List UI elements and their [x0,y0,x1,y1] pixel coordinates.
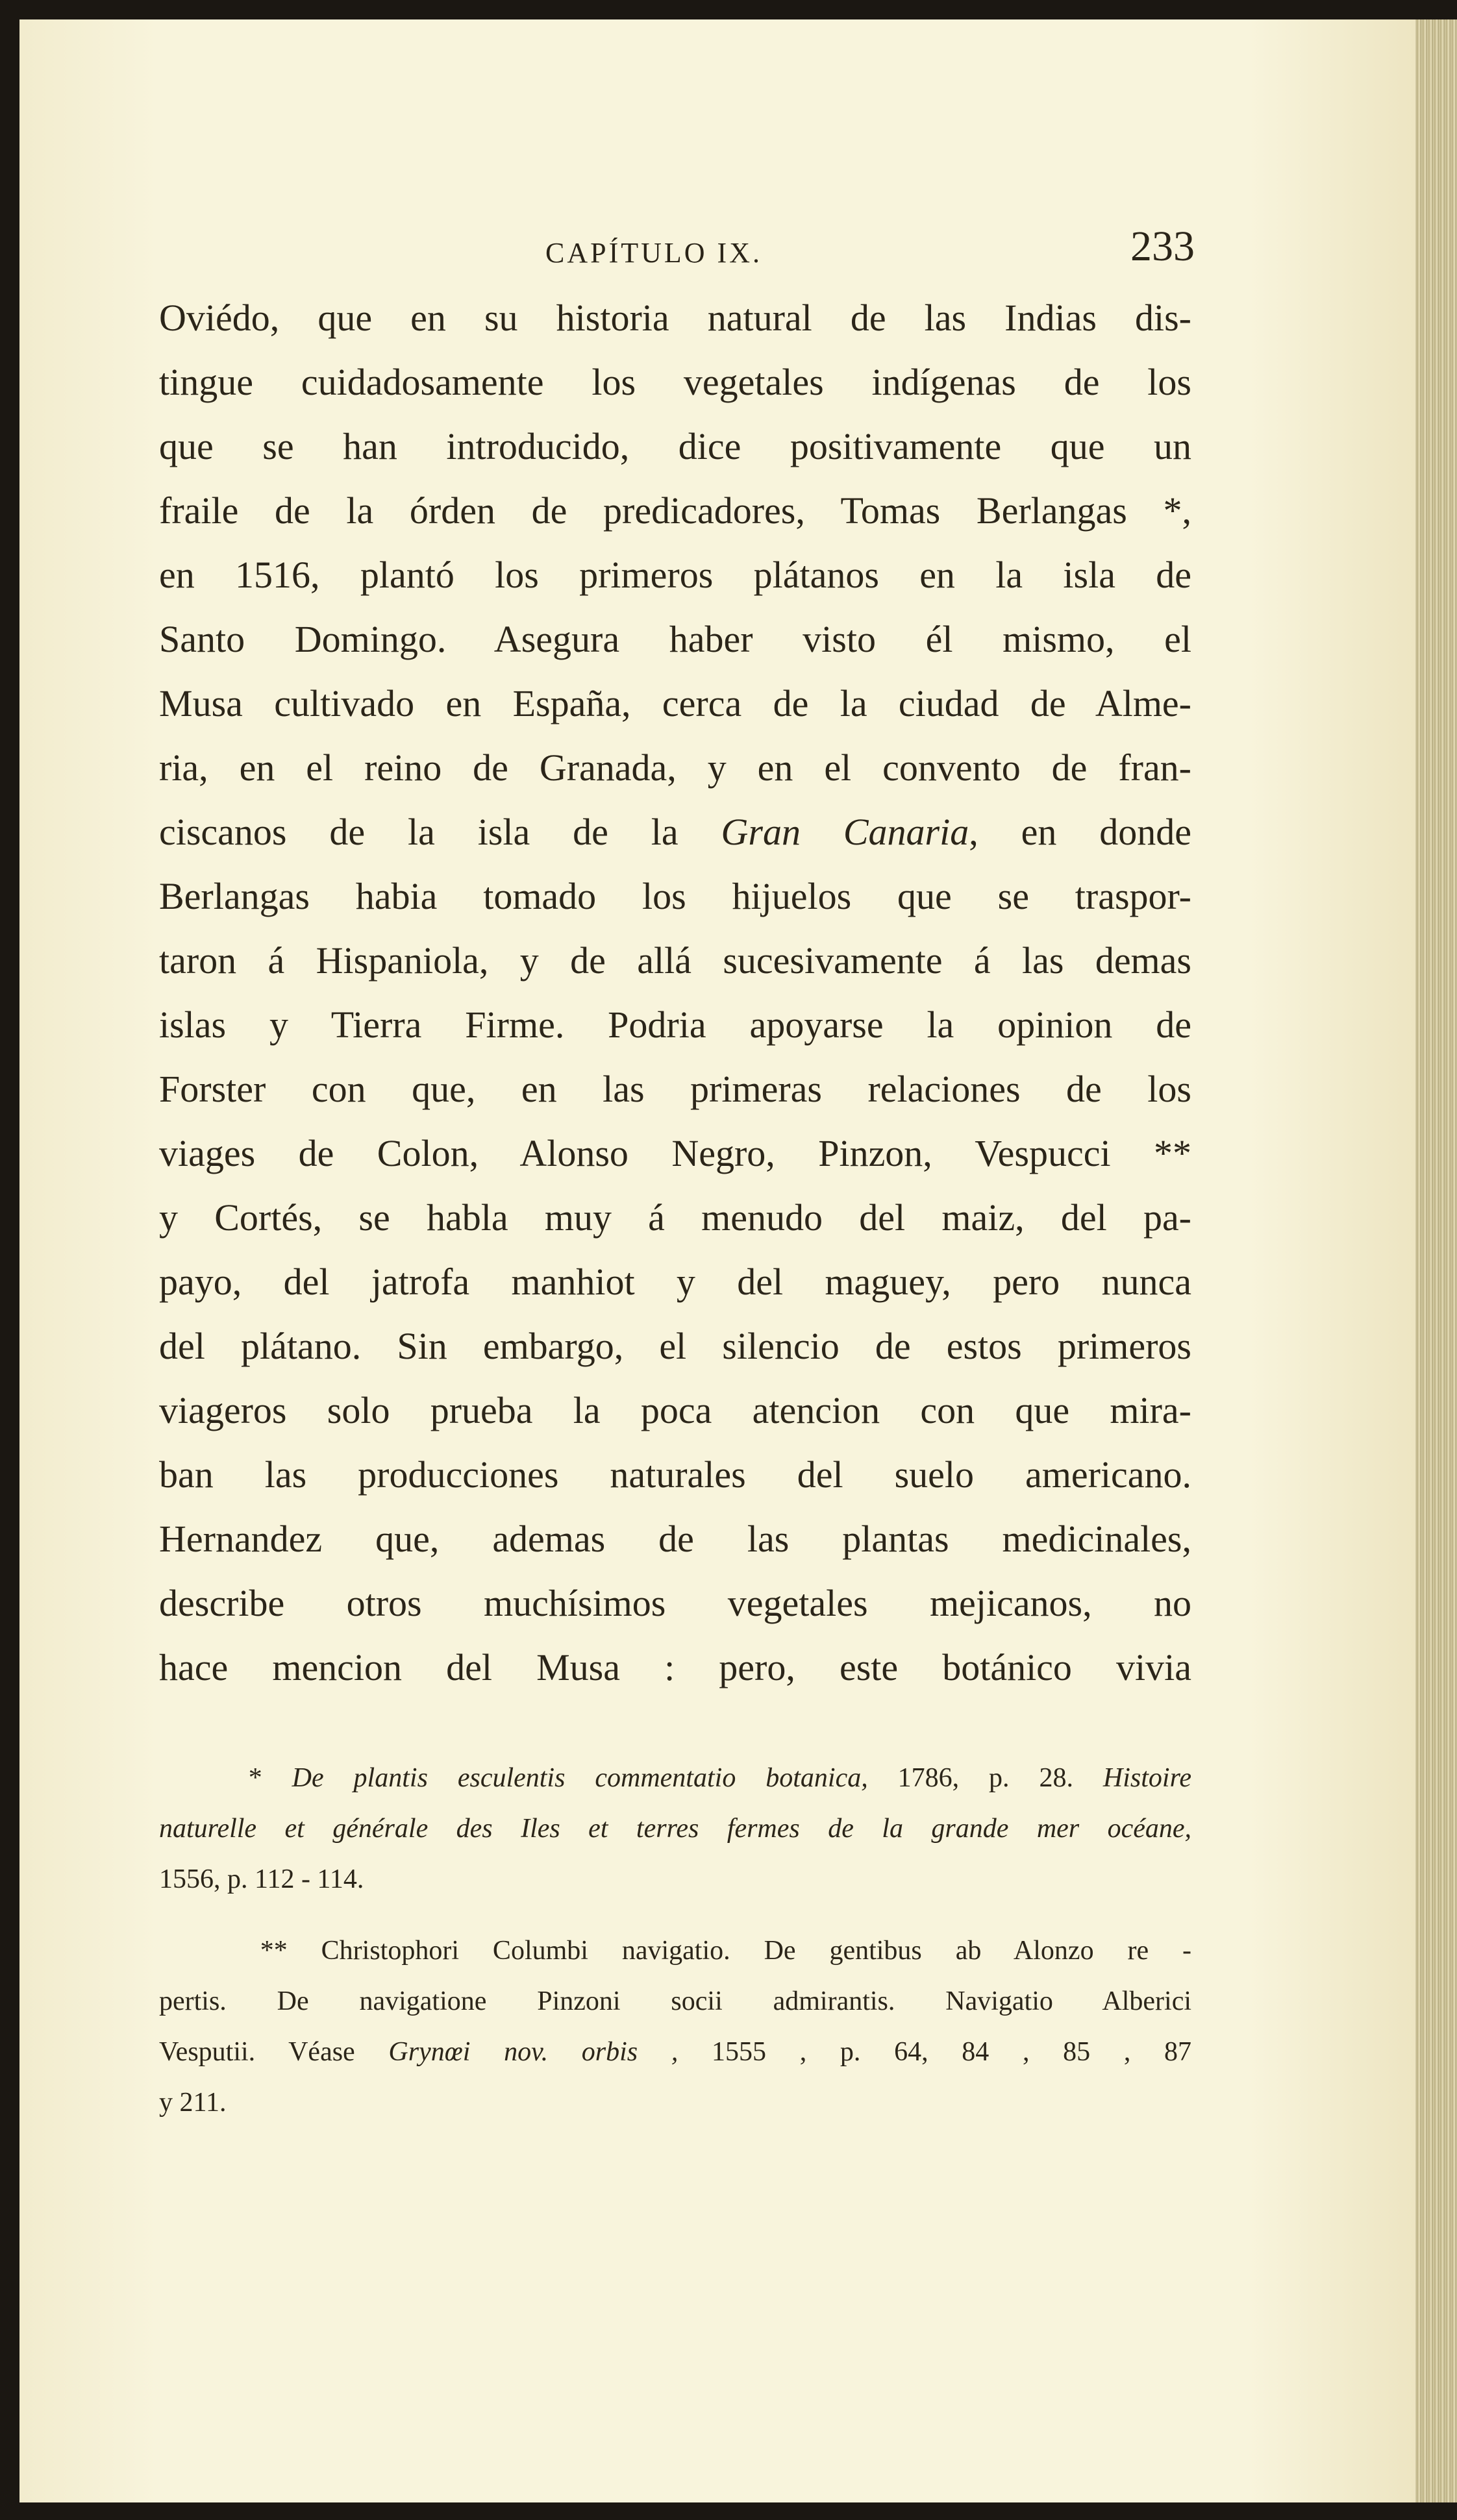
body-text [159,286,1191,1699]
body-line: y Cortés, se habla muy á menudo del maiz, del pa- [159,1196,1191,1239]
body-line: del plátano. Sin embargo, el silencio de estos primeros [159,1325,1191,1367]
running-head: CAPÍTULO IX. [545,237,762,269]
footnote-title: naturelle et générale des Iles et terres fermes de la grande mer océane, [159,1814,1191,1844]
body-line: viageros solo prueba la poca atencion con que mira- [159,1389,1191,1431]
footnote-text: Vesputii. Véase [159,2037,355,2067]
body-line: Musa cultivado en España, cerca de la ciudad de Alme- [159,682,1191,724]
body-line: en 1516, plantó los primeros plátanos en la isla de [159,554,1191,596]
footnotes [159,1753,1191,2128]
body-line: viages de Colon, Alonso Negro, Pinzon, Vespucci ** [159,1132,1191,1174]
body-line: tingue cuidadosamente los vegetales indígenas de los [159,361,1191,403]
body-line: ban las producciones naturales del suelo americano. [159,1453,1191,1496]
footnote-gap [159,1905,1191,1925]
body-line: Hernandez que, ademas de las plantas medicinales, [159,1518,1191,1560]
body-line: taron á Hispaniola, y de allá sucesivamente á las demas [159,939,1191,982]
footnote-2-line: y 211. [159,2088,227,2118]
footnote-2-line: pertis. De navigatione Pinzoni socii admirantis. Navigatio Alberici [159,1986,1191,2016]
body-line: payo, del jatrofa manhiot y del maguey, pero nunca [159,1261,1191,1303]
footnote-1-line [159,1803,1191,1854]
footnote-title: De plantis esculentis commentatio botanica, [292,1763,868,1793]
footnote-ref: 1786, p. 28. [897,1763,1073,1793]
page-header [539,222,1201,280]
body-line-text: , en donde [969,811,1192,853]
footnote-text: 1555 , p. 64, 84 , 85 , 87 [712,2037,1192,2067]
footnote-1-line: 1556, p. 112 - 114. [159,1864,364,1894]
footnote-marker: * [248,1763,262,1793]
body-line: islas y Tierra Firme. Podria apoyarse la opinion de [159,1004,1191,1046]
body-line [159,800,1191,864]
body-line-text: ciscanos de la isla de la [159,811,679,853]
footnote-title: Histoire [1102,1763,1192,1793]
footnote-2-line [159,2027,1191,2077]
footnote-2-line [159,1925,1191,1976]
body-line: Berlangas habia tomado los hijuelos que se traspor- [159,875,1191,917]
body-line: fraile de la órden de predicadores, Tomas Berlangas *, [159,489,1191,532]
body-line: Forster con que, en las primeras relaciones de los [159,1068,1191,1110]
italic-place-name: Gran Canaria [721,811,969,853]
body-line: que se han introducido, dice positivamente que un [159,425,1191,467]
body-line: hace mencion del Musa : pero, este botánico vivia [159,1646,1191,1688]
body-line: ria, en el reino de Granada, y en el convento de fran- [159,747,1191,789]
footnote-title: Grynœi nov. orbis , [388,2037,679,2067]
body-line: describe otros muchísimos vegetales mejicanos, no [159,1582,1191,1624]
page-number: 233 [1130,223,1195,270]
footnote-marker: ** [260,1936,288,1966]
footnote-text: Christophori Columbi navigatio. De gentibus ab Alonzo re - [321,1936,1192,1966]
body-line: Oviédo, que en su historia natural de las Indias dis- [159,297,1191,339]
body-line: Santo Domingo. Asegura haber visto él mismo, el [159,618,1191,660]
page-edges [1415,19,1457,2502]
footnote-1-line [159,1753,1191,1803]
